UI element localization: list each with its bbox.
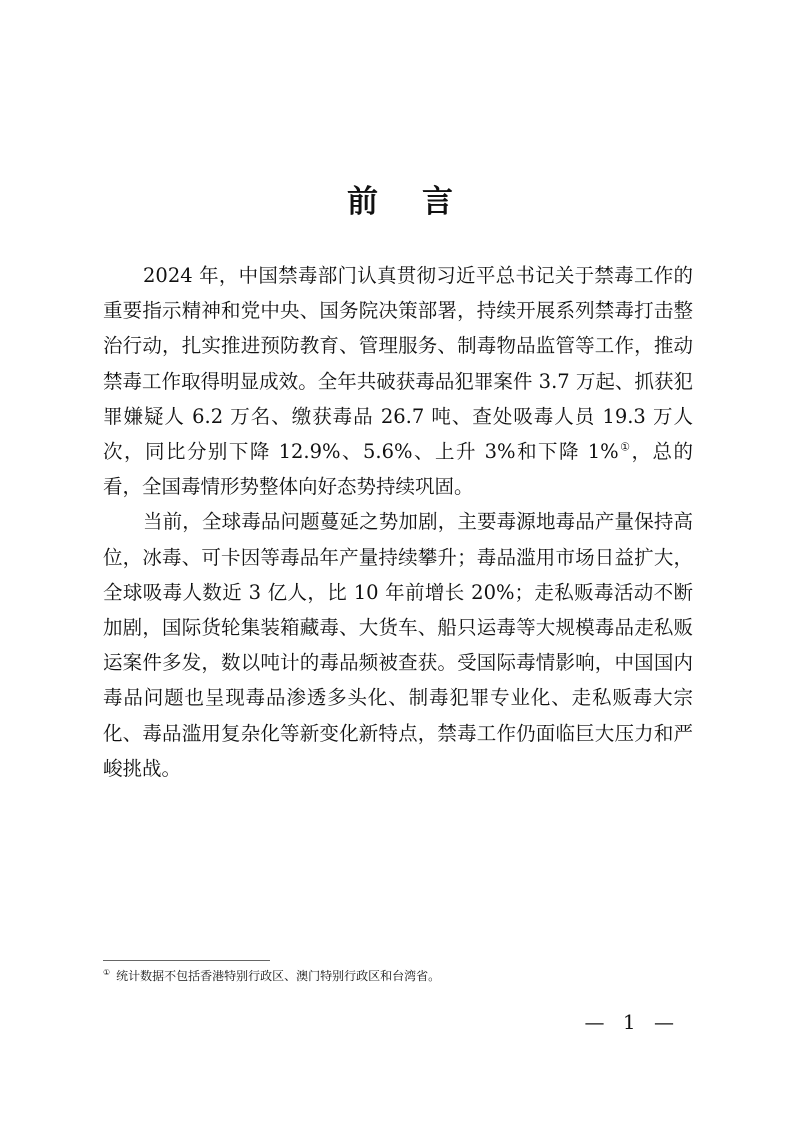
page-number: — 1 — [584,1010,680,1034]
page-title: 前言 [347,184,497,220]
footnote-mark: ① [103,968,111,977]
footnote-divider [103,960,270,961]
footnote [103,967,693,984]
paragraph-1-text: 2024 年，中国禁毒部门认真贯彻习近平总书记关于禁毒工作的重要指示精神和党中央、国务院决策部署，持续开展系列禁毒打击整治行动，扎实推进预防教育、管理服务、制毒物品监管等工作，推动禁毒工作取得明显成效。全年共破获毒品犯罪案件 3.7 万起、抓获犯罪嫌疑人 6.2 万名、缴获毒品 26.7 吨、查处吸毒人员 19.3 万人次，同比分别下降 12.9%、5.6%、上升 3%和下降 1% [103,264,693,464]
body-text [103,258,693,786]
footnote-text: 统计数据不包括香港特别行政区、澳门特别行政区和台湾省。 [116,969,441,983]
footnote-reference: ① [618,440,632,454]
paragraph-1-text-end: ，总的看，全国毒情形势整体向好态势持续巩固。 [103,440,693,499]
paragraph-2: 当前，全球毒品问题蔓延之势加剧，主要毒源地毒品产量保持高位，冰毒、可卡因等毒品年产量持续攀升；毒品滥用市场日益扩大，全球吸毒人数近 3 亿人，比 10 年前增长 20%；走私贩毒活动不断加剧，国际货轮集装箱藏毒、大货车、船只运毒等大规模毒品走私贩运案件多发，数以吨计的毒品频被查获。受国际毒情影响，中国国内毒品问题也呈现毒品渗透多头化、制毒犯罪专业化、走私贩毒大宗化、毒品滥用复杂化等新变化新特点，禁毒工作仍面临巨大压力和严峻挑战。 [103,510,693,780]
paragraph-1 [103,258,693,504]
